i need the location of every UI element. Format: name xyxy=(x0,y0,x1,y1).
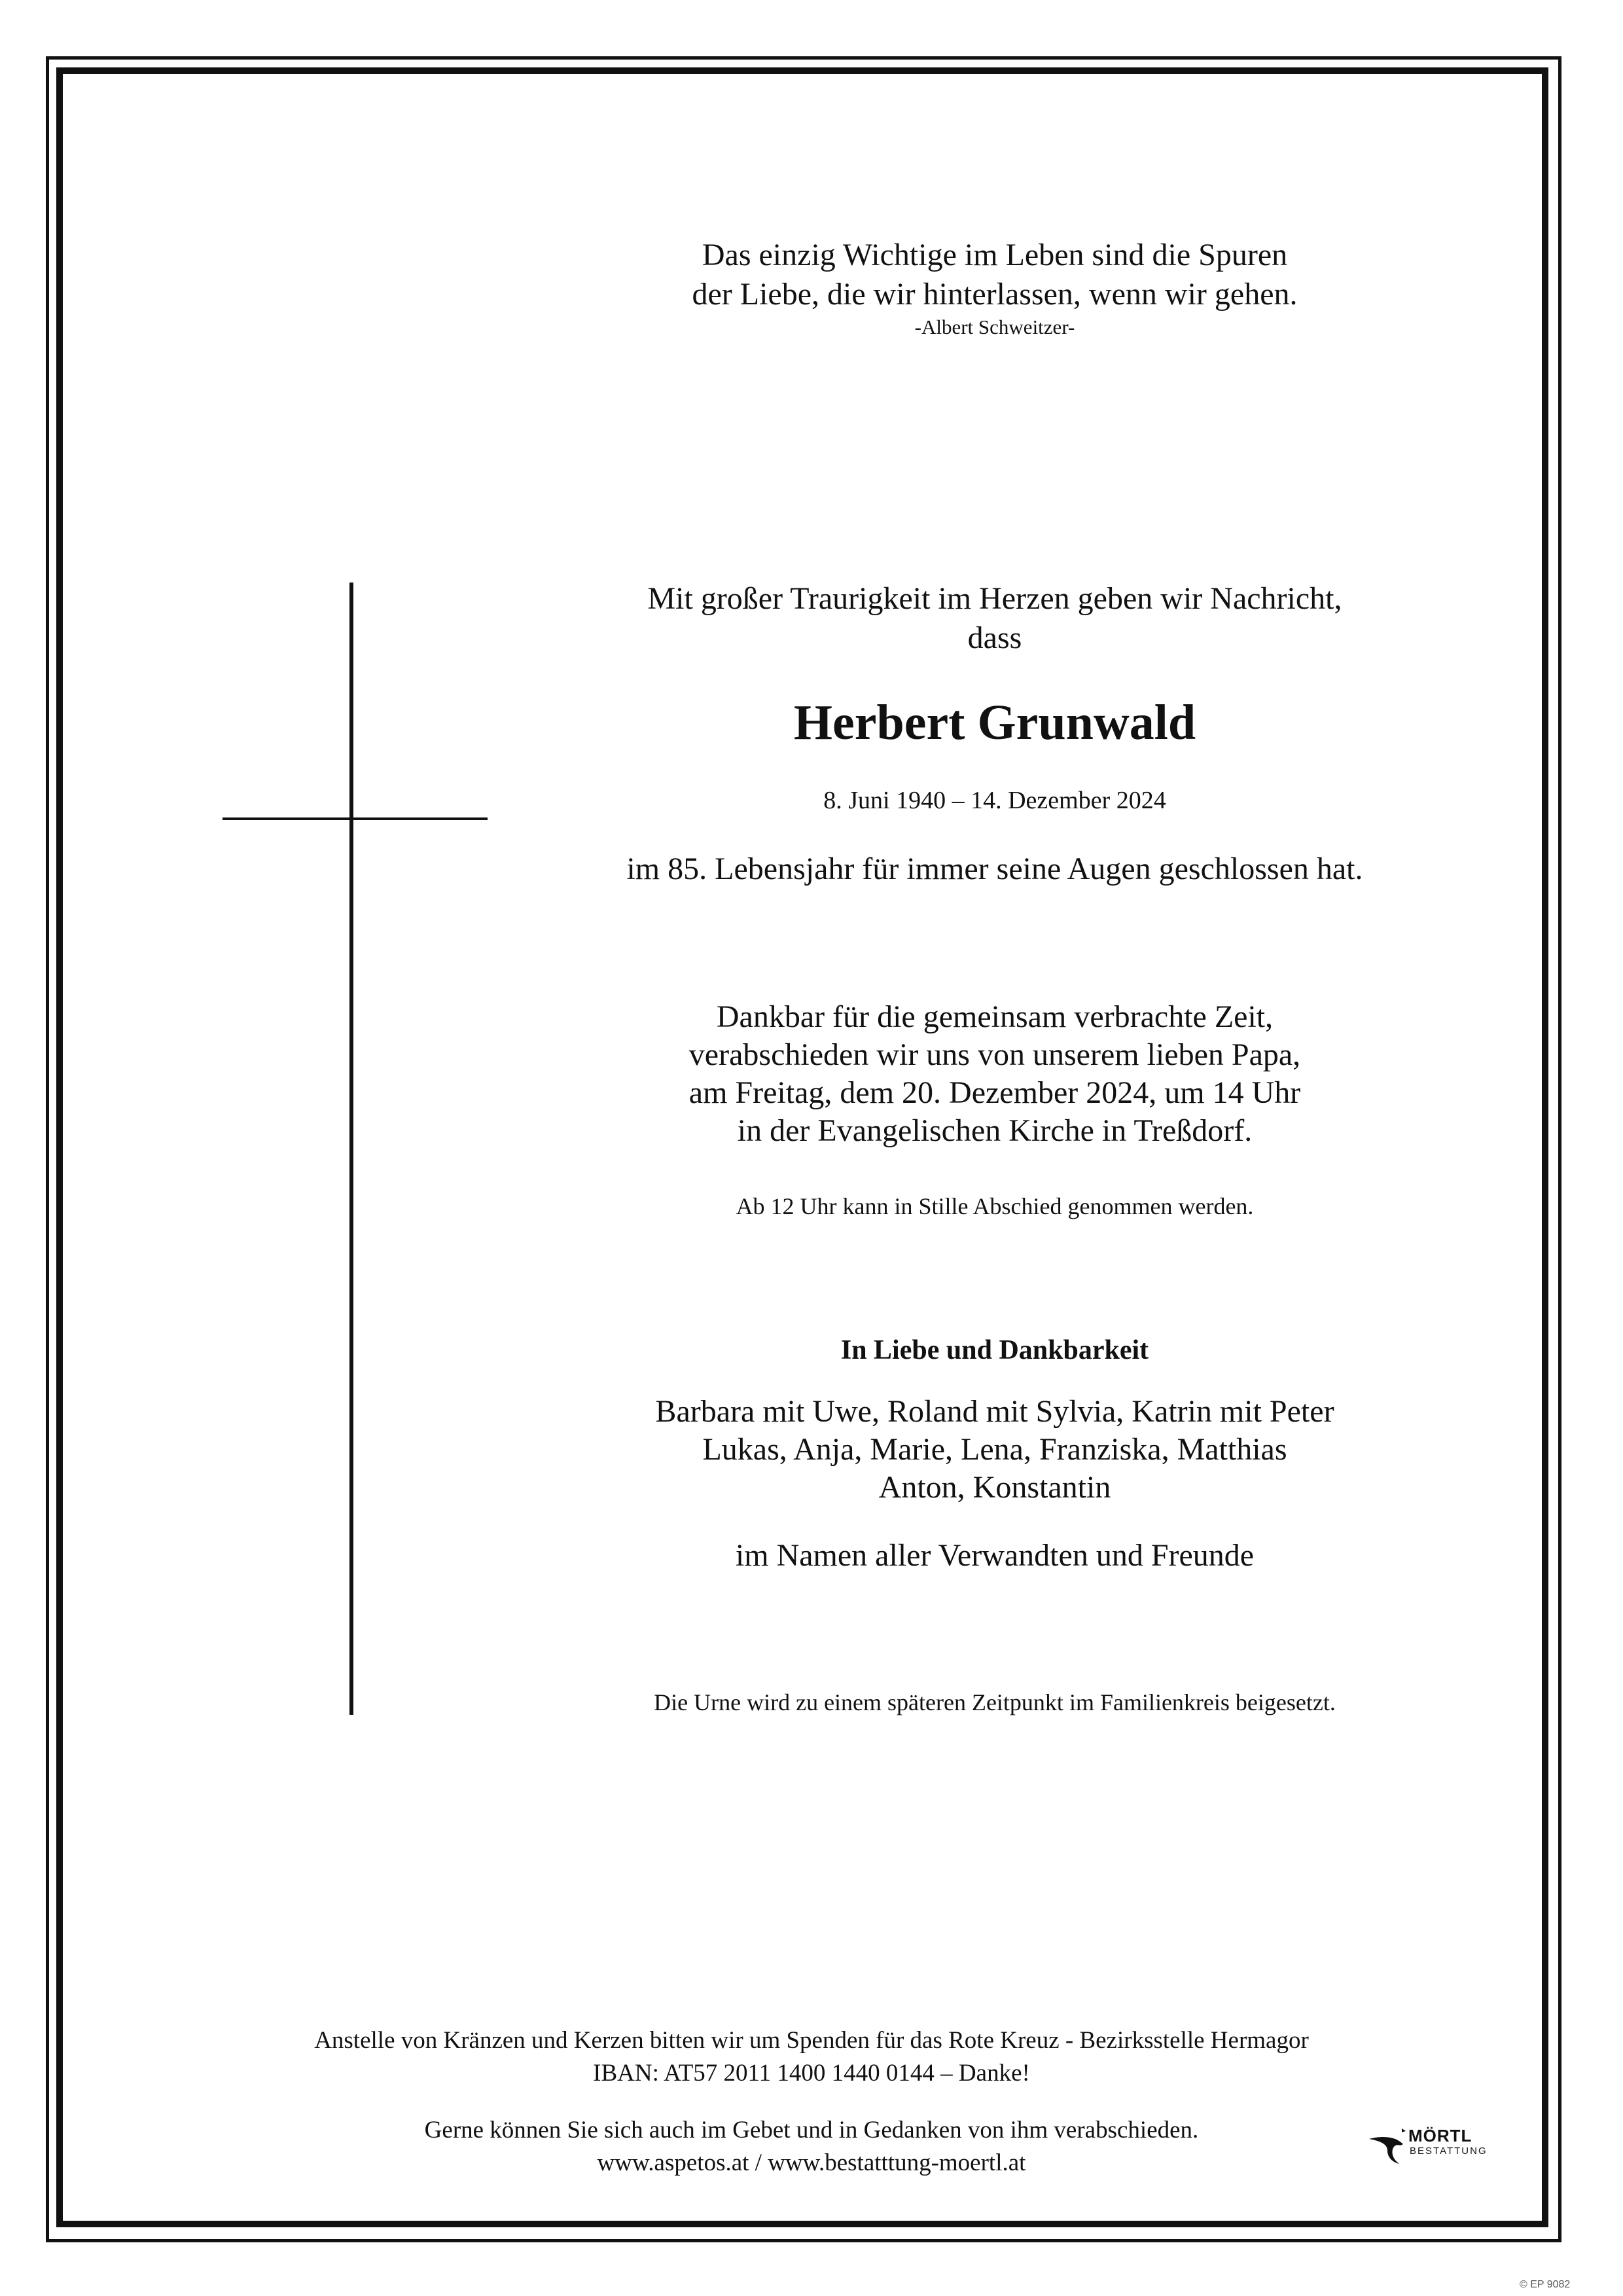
funeral-home-logo xyxy=(1368,2125,1499,2177)
logo-subtitle: BESTATTUNG xyxy=(1410,2145,1488,2157)
funeral-line: am Freitag, dem 20. Dezember 2024, um 14 Uhr xyxy=(688,1075,1301,1110)
mourners-line: Anton, Konstantin xyxy=(878,1470,1111,1505)
funeral-line: Dankbar für die gemeinsam verbrachte Zeit, xyxy=(716,999,1274,1034)
life-dates: 8. Juni 1940 – 14. Dezember 2024 xyxy=(823,787,1166,814)
relatives-line: im Namen aller Verwandten und Freunde xyxy=(735,1538,1255,1573)
document-code: © EP 9082 xyxy=(1520,2279,1571,2290)
age-line: im 85. Lebensjahr für immer seine Augen geschlossen hat. xyxy=(626,852,1363,886)
condolence-note xyxy=(131,2114,1492,2179)
cross-vertical-bar xyxy=(349,583,353,1715)
iban-line: IBAN: AT57 2011 1400 1440 0144 – Danke! xyxy=(593,2060,1030,2087)
deceased-name: Herbert Grunwald xyxy=(793,695,1196,750)
intro-line: dass xyxy=(967,620,1022,655)
quote-line: der Liebe, die wir hinterlassen, wenn wir gehen. xyxy=(692,277,1298,312)
funeral-line: verabschieden wir uns von unserem lieben Papa, xyxy=(688,1037,1301,1072)
announcement-intro xyxy=(458,579,1531,658)
intro-line: Mit großer Traurigkeit im Herzen geben wir Nachricht, xyxy=(647,581,1342,616)
condolence-line: Gerne können Sie sich auch im Gebet und in Gedanken von ihm verabschieden. xyxy=(424,2117,1199,2144)
urn-note: Die Urne wird zu einem späteren Zeitpunkt im Familienkreis beigesetzt. xyxy=(654,1689,1336,1715)
website-links[interactable]: www.aspetos.at / www.bestatttung-moertl.at xyxy=(597,2149,1026,2176)
viewing-note: Ab 12 Uhr kann in Stille Abschied genommen werden. xyxy=(736,1193,1254,1219)
funeral-details xyxy=(458,998,1531,1150)
mourners-heading: In Liebe und Dankbarkeit xyxy=(840,1335,1149,1365)
quote xyxy=(458,236,1531,314)
donation-note xyxy=(131,2024,1492,2090)
quote-author: -Albert Schweitzer- xyxy=(914,315,1075,338)
funeral-line: in der Evangelischen Kirche in Treßdorf. xyxy=(737,1113,1253,1148)
cross-horizontal-bar xyxy=(223,817,488,820)
quote-line: Das einzig Wichtige im Leben sind die Spuren xyxy=(702,238,1288,272)
logo-name: MÖRTL xyxy=(1408,2126,1472,2145)
donation-line: Anstelle von Kränzen und Kerzen bitten wir um Spenden für das Rote Kreuz - Bezirksstelle Hermagor xyxy=(314,2027,1309,2054)
mourners-line: Lukas, Anja, Marie, Lena, Franziska, Matthias xyxy=(702,1432,1287,1467)
bird-icon xyxy=(1368,2125,1414,2170)
mourners-list xyxy=(458,1393,1531,1507)
mourners-line: Barbara mit Uwe, Roland mit Sylvia, Katrin mit Peter xyxy=(655,1394,1334,1429)
